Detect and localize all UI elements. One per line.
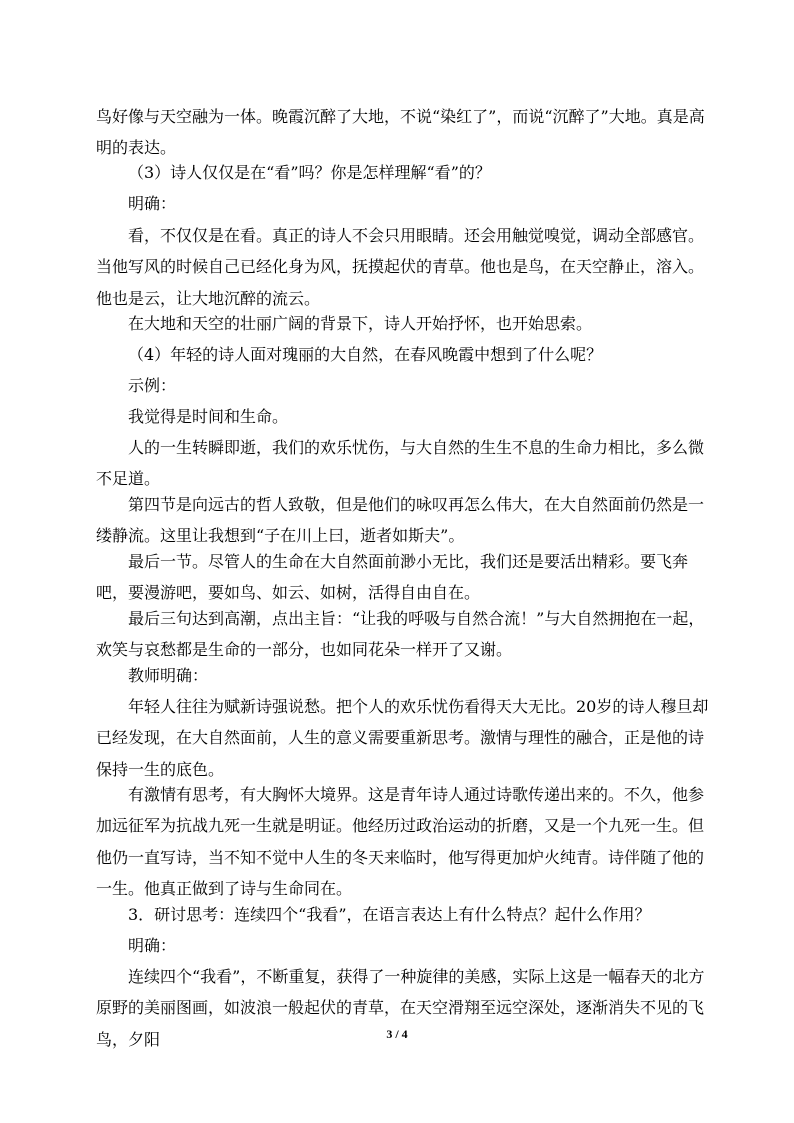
example-line-4: 最后一节。尽管人的生命在大自然面前渺小无比，我们还是要活出精彩。要飞奔吧，要漫游吧，要如鸟、如云、如树，活得自由自在。 — [96, 552, 689, 603]
teacher-answer-1: 年轻人往往为赋新诗强说愁。把个人的欢乐忧伤看得天大无比。20岁的诗人穆旦却已经发现，在大自然面前，人生的意义需要重新思考。激情与理性的融合，正是他的诗保持一生的底色。 — [96, 697, 709, 779]
example-line-5: 最后三句达到高潮，点出主旨：“让我的呼吸与自然合流！”与大自然拥抱在一起，欢笑与哀愁都是生命的一部分，也如同花朵一样开了又谢。 — [96, 609, 705, 660]
discussion-answer: 连续四个“我看”，不断重复，获得了一种旋律的美感，实际上这是一幅春天的北方原野的美丽图画，如波浪一般起伏的青草，在天空滑翔至远空深处，逐渐消失不见的飞鸟，夕阳 — [96, 967, 705, 1049]
label-mingque-2: 明确： — [128, 936, 177, 955]
question-4: （4）年轻的诗人面对瑰丽的大自然，在春风晚霞中想到了什么呢？ — [128, 345, 603, 364]
question-3: （3）诗人仅仅是在“看”吗？你是怎样理解“看”的？ — [128, 163, 491, 182]
question-3-discussion: 3．研讨思考：连续四个“我看”，在语言表达上有什么特点？起什么作用？ — [128, 905, 651, 924]
label-teacher: 教师明确： — [128, 666, 209, 685]
label-example: 示例： — [128, 376, 177, 395]
teacher-answer-2: 有激情有思考，有大胸怀大境界。这是青年诗人通过诗歌传递出来的。不久，他参加远征军为抗战九死一生就是明证。他经历过政治运动的折磨，又是一个九死一生。但他仍一直写诗，当不知不觉中人生的冬天来临时，他写得更加炉火纯青。诗伴随了他的一生。他真正做到了诗与生命同在。 — [96, 785, 705, 898]
page-number: 3 / 4 — [386, 1027, 408, 1041]
paragraph-background: 在大地和天空的壮丽广阔的背景下，诗人开始抒怀，也开始思索。 — [128, 314, 593, 333]
label-mingque: 明确： — [128, 194, 177, 213]
example-line-3: 第四节是向远古的哲人致敬，但是他们的咏叹再怎么伟大，在大自然面前仍然是一缕静流。这里让我想到“子在川上曰，逝者如斯夫”。 — [96, 495, 705, 546]
paragraph-continuation: 鸟好像与天空融为一体。晚霞沉醉了大地，不说“染红了”，而说“沉醉了”大地。真是高明的表达。 — [96, 107, 705, 158]
example-line-2: 人的一生转瞬即逝，我们的欢乐忧伤，与大自然的生生不息的生命力相比，多么微不足道。 — [96, 438, 705, 489]
example-line-1: 我觉得是时间和生命。 — [128, 407, 289, 426]
answer-3: 看，不仅仅是在看。真正的诗人不会只用眼睛。还会用触觉嗅觉，调动全部感官。当他写风的时候自己已经化身为风，抚摸起伏的青草。他也是鸟，在天空静止，溶入。他也是云，让大地沉醉的流云。 — [96, 226, 705, 308]
